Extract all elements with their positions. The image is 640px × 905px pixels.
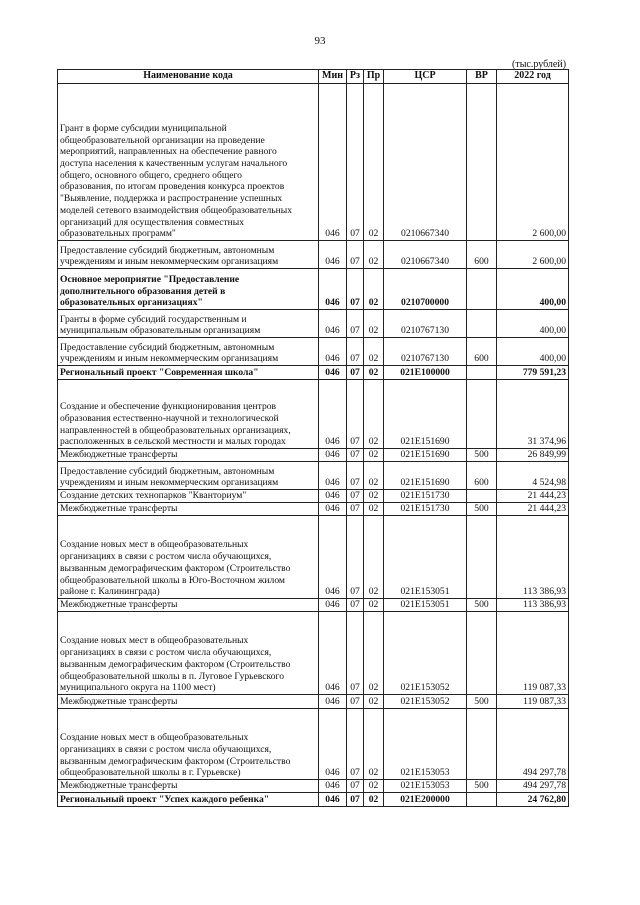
table-body <box>58 84 569 807</box>
cell-min: 046 <box>319 462 347 490</box>
cell-name: Создание новых мест в общеобразовательных организациях в связи с ростом числа обучающихся, вызванным демографическим фактором (Строительство общеобразовательной школы в Юго-Восточном жилом районе г. Калининграда) <box>58 516 319 599</box>
cell-pr: 02 <box>364 84 384 241</box>
cell-pr: 02 <box>364 338 384 366</box>
cell-amount: 119 087,33 <box>497 695 569 709</box>
cell-amount: 400,00 <box>497 338 569 366</box>
cell-name: Создание новых мест в общеобразовательных организациях в связи с ростом числа обучающихся, вызванным демографическим фактором (Строительство общеобразовательной школы в г. Гурьевске) <box>58 709 319 780</box>
cell-vr <box>467 612 497 695</box>
cell-rz: 07 <box>347 695 364 709</box>
cell-amount: 119 087,33 <box>497 612 569 695</box>
cell-pr: 02 <box>364 490 384 503</box>
cell-rz: 07 <box>347 269 364 310</box>
cell-name: Межбюджетные трансферты <box>58 695 319 709</box>
cell-name: Создание новых мест в общеобразовательных организациях в связи с ростом числа обучающихся, вызванным демографическим фактором (Строительство общеобразовательной школы в п. Луговое Гурьевского муниципального округа на 1100 мест) <box>58 612 319 695</box>
cell-pr: 02 <box>364 599 384 612</box>
cell-csr: 021E153051 <box>384 599 467 612</box>
cell-name: Создание и обеспечение функционирования центров образования естественно-научной и технологической направленностей в общеобразовательных организациях, расположенных в сельской местности и малых городах <box>58 380 319 449</box>
cell-csr: 0210767130 <box>384 338 467 366</box>
cell-vr: 500 <box>467 503 497 516</box>
table-header-row <box>58 70 569 84</box>
cell-csr: 021E151690 <box>384 462 467 490</box>
cell-csr: 021E153052 <box>384 612 467 695</box>
units-label: (тыс.рублей) <box>512 59 567 70</box>
cell-csr: 021E153052 <box>384 695 467 709</box>
cell-pr: 02 <box>364 380 384 449</box>
cell-pr: 02 <box>364 269 384 310</box>
cell-pr: 02 <box>364 503 384 516</box>
cell-pr: 02 <box>364 709 384 780</box>
cell-pr: 02 <box>364 462 384 490</box>
header-csr: ЦСР <box>384 70 467 84</box>
cell-csr: 021E100000 <box>384 366 467 380</box>
cell-min: 046 <box>319 503 347 516</box>
cell-min: 046 <box>319 380 347 449</box>
cell-rz: 07 <box>347 380 364 449</box>
header-rz: Рз <box>347 70 364 84</box>
table-row <box>58 380 569 449</box>
cell-name: Предоставление субсидий бюджетным, автономным учреждениям и иным некоммерческим организациям <box>58 462 319 490</box>
table-row <box>58 599 569 612</box>
table-row <box>58 503 569 516</box>
cell-rz: 07 <box>347 449 364 462</box>
table-row <box>58 241 569 269</box>
cell-min: 046 <box>319 612 347 695</box>
cell-vr <box>467 366 497 380</box>
page-number: 93 <box>314 35 326 47</box>
header-min: Мин <box>319 70 347 84</box>
cell-vr <box>467 310 497 338</box>
cell-csr: 0210767130 <box>384 310 467 338</box>
cell-csr: 021E151730 <box>384 503 467 516</box>
cell-rz: 07 <box>347 84 364 241</box>
cell-min: 046 <box>319 241 347 269</box>
table-row <box>58 695 569 709</box>
cell-name: Межбюджетные трансферты <box>58 780 319 793</box>
table-row <box>58 84 569 241</box>
cell-name: Межбюджетные трансферты <box>58 503 319 516</box>
cell-csr: 021E153053 <box>384 709 467 780</box>
cell-amount: 113 386,93 <box>497 516 569 599</box>
cell-csr: 021E151690 <box>384 449 467 462</box>
cell-min: 046 <box>319 599 347 612</box>
cell-amount: 400,00 <box>497 310 569 338</box>
cell-vr: 500 <box>467 780 497 793</box>
cell-min: 046 <box>319 449 347 462</box>
cell-amount: 4 524,98 <box>497 462 569 490</box>
cell-min: 046 <box>319 709 347 780</box>
table-row <box>58 449 569 462</box>
cell-pr: 02 <box>364 793 384 807</box>
cell-pr: 02 <box>364 310 384 338</box>
header-year: 2022 год <box>497 70 569 84</box>
cell-vr <box>467 793 497 807</box>
cell-pr: 02 <box>364 695 384 709</box>
cell-amount: 31 374,96 <box>497 380 569 449</box>
cell-min: 046 <box>319 84 347 241</box>
cell-name: Региональный проект "Современная школа" <box>58 366 319 380</box>
cell-name: Межбюджетные трансферты <box>58 599 319 612</box>
cell-csr: 021E153053 <box>384 780 467 793</box>
cell-rz: 07 <box>347 366 364 380</box>
cell-min: 046 <box>319 695 347 709</box>
cell-vr <box>467 709 497 780</box>
cell-min: 046 <box>319 366 347 380</box>
cell-name: Региональный проект "Успех каждого ребенка" <box>58 793 319 807</box>
cell-rz: 07 <box>347 709 364 780</box>
cell-name: Предоставление субсидий бюджетным, автономным учреждениям и иным некоммерческим организациям <box>58 241 319 269</box>
cell-vr <box>467 84 497 241</box>
cell-min: 046 <box>319 516 347 599</box>
cell-vr <box>467 269 497 310</box>
table-row <box>58 793 569 807</box>
budget-table <box>57 69 569 807</box>
cell-amount: 2 600,00 <box>497 241 569 269</box>
cell-pr: 02 <box>364 516 384 599</box>
cell-min: 046 <box>319 793 347 807</box>
cell-name: Создание детских технопарков "Кванториум" <box>58 490 319 503</box>
cell-amount: 21 444,23 <box>497 503 569 516</box>
cell-name: Гранты в форме субсидий государственным и муниципальным образовательным организациям <box>58 310 319 338</box>
cell-vr: 500 <box>467 695 497 709</box>
cell-vr <box>467 490 497 503</box>
table-row <box>58 462 569 490</box>
table-row <box>58 310 569 338</box>
cell-amount: 779 591,23 <box>497 366 569 380</box>
header-name: Наименование кода <box>58 70 319 84</box>
cell-rz: 07 <box>347 503 364 516</box>
cell-vr: 600 <box>467 241 497 269</box>
cell-csr: 0210700000 <box>384 269 467 310</box>
cell-vr <box>467 380 497 449</box>
cell-vr: 500 <box>467 599 497 612</box>
cell-vr: 600 <box>467 462 497 490</box>
cell-pr: 02 <box>364 612 384 695</box>
cell-pr: 02 <box>364 366 384 380</box>
cell-rz: 07 <box>347 599 364 612</box>
cell-pr: 02 <box>364 241 384 269</box>
table-row <box>58 612 569 695</box>
cell-pr: 02 <box>364 449 384 462</box>
table-row <box>58 366 569 380</box>
cell-rz: 07 <box>347 310 364 338</box>
cell-min: 046 <box>319 310 347 338</box>
table-row <box>58 269 569 310</box>
cell-csr: 021E151690 <box>384 380 467 449</box>
cell-min: 046 <box>319 490 347 503</box>
cell-rz: 07 <box>347 462 364 490</box>
cell-min: 046 <box>319 269 347 310</box>
cell-rz: 07 <box>347 338 364 366</box>
cell-amount: 494 297,78 <box>497 709 569 780</box>
cell-vr <box>467 516 497 599</box>
cell-amount: 26 849,99 <box>497 449 569 462</box>
cell-rz: 07 <box>347 516 364 599</box>
table-row <box>58 780 569 793</box>
header-pr: Пр <box>364 70 384 84</box>
cell-csr: 021E200000 <box>384 793 467 807</box>
table-row <box>58 516 569 599</box>
cell-amount: 24 762,80 <box>497 793 569 807</box>
cell-amount: 113 386,93 <box>497 599 569 612</box>
cell-min: 046 <box>319 780 347 793</box>
cell-amount: 21 444,23 <box>497 490 569 503</box>
cell-rz: 07 <box>347 241 364 269</box>
cell-name: Предоставление субсидий бюджетным, автономным учреждениям и иным некоммерческим организациям <box>58 338 319 366</box>
table-row <box>58 490 569 503</box>
cell-csr: 0210667340 <box>384 84 467 241</box>
cell-pr: 02 <box>364 780 384 793</box>
cell-name: Грант в форме субсидии муниципальной общеобразовательной организации на проведение мероприятий, направленных на обеспечение равного доступа населения к качественным услугам начального общего, основного общего, среднего общего образования, по итогам проведения конкурса проектов "Выявление, поддержка и распространение успешных моделей сетевого взаимодействия общеобразовательных организаций для осуществления совместных образовательных программ" <box>58 84 319 241</box>
cell-rz: 07 <box>347 490 364 503</box>
cell-vr: 600 <box>467 338 497 366</box>
cell-vr: 500 <box>467 449 497 462</box>
cell-rz: 07 <box>347 612 364 695</box>
cell-name: Основное мероприятие "Предоставление дополнительного образования детей в образовательных организациях" <box>58 269 319 310</box>
header-vr: ВР <box>467 70 497 84</box>
cell-amount: 400,00 <box>497 269 569 310</box>
cell-amount: 2 600,00 <box>497 84 569 241</box>
cell-min: 046 <box>319 338 347 366</box>
table-row <box>58 338 569 366</box>
cell-amount: 494 297,78 <box>497 780 569 793</box>
cell-csr: 021E151730 <box>384 490 467 503</box>
cell-csr: 021E153051 <box>384 516 467 599</box>
table-row <box>58 709 569 780</box>
cell-rz: 07 <box>347 793 364 807</box>
cell-csr: 0210667340 <box>384 241 467 269</box>
cell-name: Межбюджетные трансферты <box>58 449 319 462</box>
cell-rz: 07 <box>347 780 364 793</box>
